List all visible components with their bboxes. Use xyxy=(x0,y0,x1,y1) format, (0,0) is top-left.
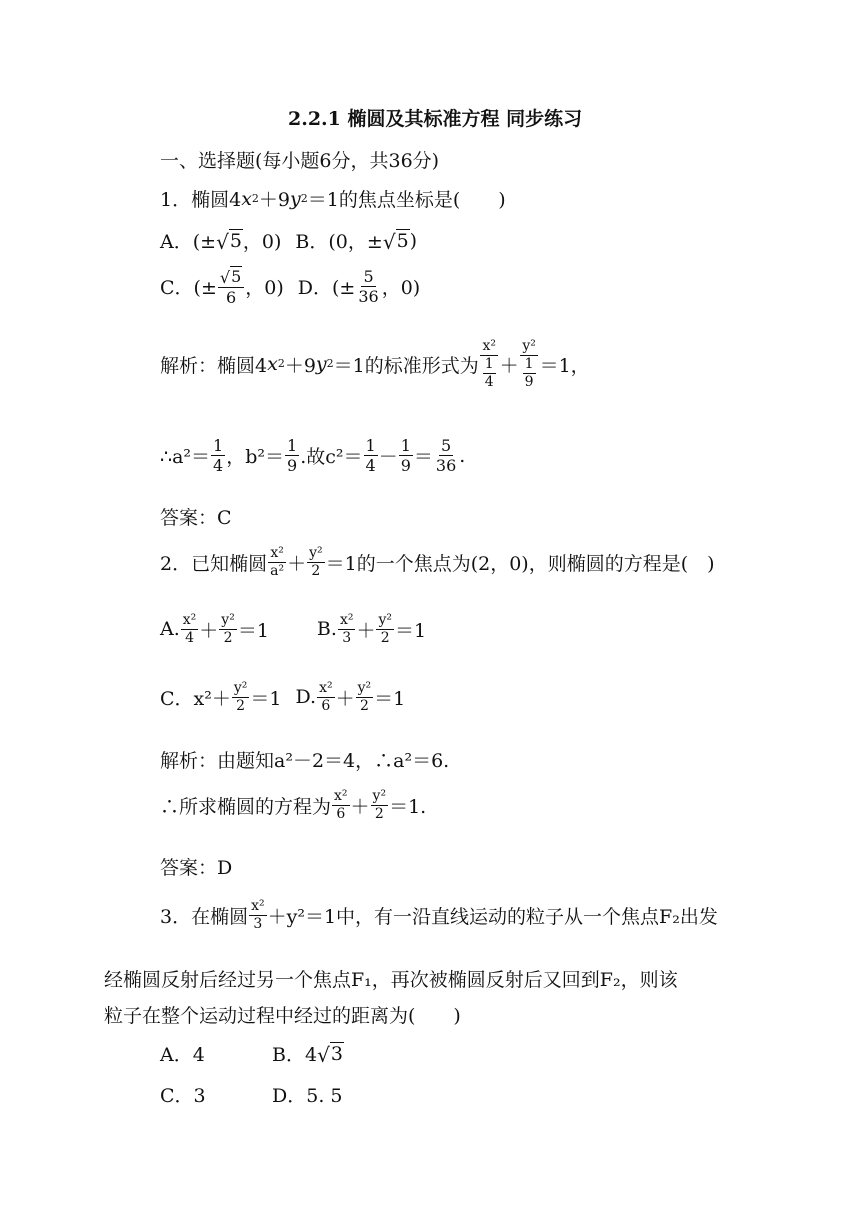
q1-options-ab: A．(± √ 5 ，0) B．(0，± √ 5 ) xyxy=(160,229,418,254)
q3-options-cd: C．3 D．5. 5 xyxy=(160,1085,343,1107)
page-title: 2.2.1 椭圆及其标准方程 同步练习 xyxy=(288,108,583,130)
q2-options-cd: C．x²＋ $\frac{\text{y²}}{2}$ ＝1 D. $\frac{\text{x²}}{6}$ ＋ $\frac{\text{y²}}{2}$ ＝1 xyxy=(160,680,406,714)
q2-stem: 2．已知椭圆 $\frac{\text{x²}}{\text{a²}}$ ＋ $\frac{\text{y²}}{2}$ ＝1的一个焦点为(2，0)，则椭圆的方程是( ) xyxy=(160,545,715,579)
q2-options-ab: A. $\frac{\text{x²}}{4}$ ＋ $\frac{\text{y²}}{2}$ ＝1 B. $\frac{\text{x²}}{3}$ ＋ $\frac{\text{y²}}{2}$ ＝1 xyxy=(160,612,427,646)
q1-solution-1: 解析：椭圆4 x 2 ＋9 y 2 ＝1的标准形式为 $\frac{\text{x²}}{\frac{1}{4}}$ ＋ $\frac{\text{y²}}{\frac{1}{9}}$ ＝1， xyxy=(160,338,590,390)
q3-options-ab: A．4 B．4 √ 3 xyxy=(160,1043,343,1067)
q1-stem: 1．椭圆4 x 2 ＋9 y 2 ＝1的焦点坐标是( ) xyxy=(160,187,506,211)
section-heading: 一、选择题(每小题6分，共36分) xyxy=(160,150,440,172)
q1-options-cd: C．(± √ 5 6 ，0) D．(± $\frac{5}{36}$ ，0) xyxy=(160,267,421,308)
q3-line-3: 粒子在整个运动过程中经过的距离为( ) xyxy=(104,1005,461,1027)
q1-solution-2: ∴a²＝ $\frac{1}{4}$ ，b²＝ $\frac{1}{9}$ .故c²＝ $\frac{1}{4}$ － $\frac{1}{9}$ ＝ $\frac{5}{36}$ . xyxy=(160,436,466,476)
q1-answer: 答案：C xyxy=(160,507,232,529)
q2-solution-2: ∴所求椭圆的方程为 $\frac{\text{x²}}{6}$ ＋ $\frac{\text{y²}}{2}$ ＝1. xyxy=(160,788,427,822)
q3-stem: 3．在椭圆 $\frac{\text{x²}}{3}$ ＋y²＝1中，有一沿直线运动的粒子从一个焦点F₂出发 xyxy=(160,898,718,932)
q2-answer: 答案：D xyxy=(160,857,233,879)
q3-line-2: 经椭圆反射后经过另一个焦点F₁，再次被椭圆反射后又回到F₂，则该 xyxy=(104,969,678,991)
q2-solution-1: 解析：由题知a²－2＝4，∴a²＝6. xyxy=(160,750,450,772)
